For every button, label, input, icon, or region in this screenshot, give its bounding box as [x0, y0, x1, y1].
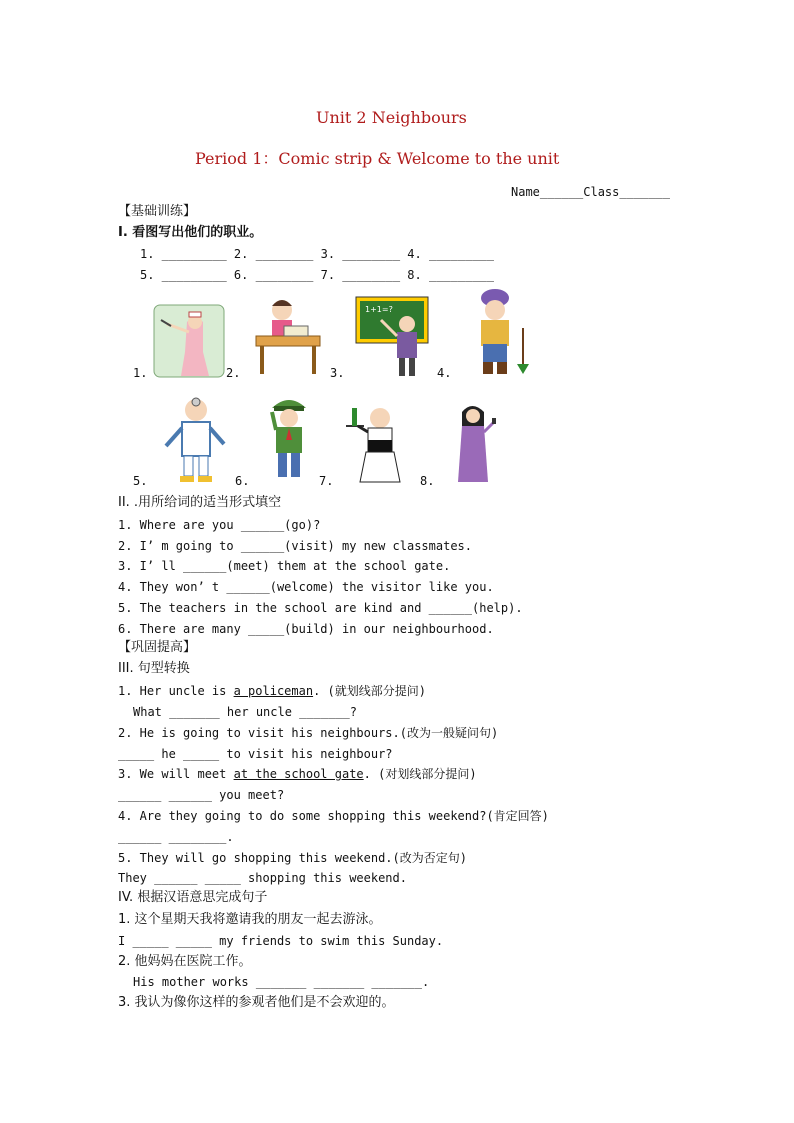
- pic-label-5: 5.: [133, 474, 148, 488]
- s3-q2: 2. He is going to visit his neighbours.(改为一般疑问句): [118, 726, 499, 740]
- s3-a1: What _______ her uncle _______?: [133, 705, 357, 719]
- name-class-line: Name______Class_______: [511, 185, 670, 199]
- pic-label-4: 4.: [437, 366, 452, 380]
- s3-q5: 5. They will go shopping this weekend.(改为否定句): [118, 851, 467, 865]
- s3-a5: They ______ _____ shopping this weekend.: [118, 871, 407, 885]
- s4-a2: His mother works _______ _______ _______.: [133, 975, 430, 989]
- section-improve-heading: 【巩固提高】: [118, 640, 197, 655]
- s2-item-2: 2. I’ m going to ______(visit) my new classmates.: [118, 539, 473, 553]
- s3-q1-underlined: a policeman: [233, 684, 314, 698]
- businesswoman-illustration: [452, 402, 500, 486]
- s3-q3: 3. We will meet at the school gate. (对划线部分提问): [118, 767, 477, 781]
- s2-item-3: 3. I’ ll ______(meet) them at the school gate.: [118, 559, 451, 573]
- s2-item-6: 6. There are many _____(build) in our neighbourhood.: [118, 622, 494, 636]
- section-3-title: III. 句型转换: [118, 661, 190, 676]
- answer-row-2: 5. _________ 6. ________ 7. ________ 8. _________: [140, 268, 495, 282]
- section-2-title: II. .用所给词的适当形式填空: [118, 495, 282, 510]
- policeman-illustration: [264, 394, 314, 484]
- s4-q3: 3. 我认为像你这样的参观者他们是不会欢迎的。: [118, 995, 395, 1010]
- typist-illustration: [252, 296, 324, 378]
- s3-q3-underlined: at the school gate: [233, 767, 364, 781]
- pic-label-7: 7.: [319, 474, 334, 488]
- s2-item-4: 4. They won’ t ______(welcome) the visitor like you.: [118, 580, 494, 594]
- pic-label-3: 3.: [330, 366, 345, 380]
- s3-a2: _____ he _____ to visit his neighbour?: [118, 747, 393, 761]
- s4-q1: 1. 这个星期天我将邀请我的朋友一起去游泳。: [118, 912, 382, 927]
- period-title: Period 1：Comic strip & Welcome to the unit: [195, 149, 560, 168]
- s3-a4: ______ ________.: [118, 830, 234, 844]
- s3-a3: ______ ______ you meet?: [118, 788, 285, 802]
- s4-a1: I _____ _____ my friends to swim this Sunday.: [118, 934, 444, 948]
- section-1-title: I. 看图写出他们的职业。: [118, 225, 263, 240]
- section-4-title: IV. 根据汉语意思完成句子: [118, 890, 268, 905]
- farmer-illustration: [463, 288, 535, 378]
- pic-label-2: 2.: [226, 366, 241, 380]
- pic-label-1: 1.: [133, 366, 148, 380]
- s3-q1: 1. Her uncle is a policeman. (就划线部分提问): [118, 684, 426, 698]
- pic-label-6: 6.: [235, 474, 250, 488]
- s4-q2: 2. 他妈妈在医院工作。: [118, 954, 252, 969]
- s2-item-5: 5. The teachers in the school are kind and ______(help).: [118, 601, 523, 615]
- nurse-illustration: [153, 304, 225, 378]
- s3-q4: 4. Are they going to do some shopping this weekend?(肯定回答): [118, 809, 549, 823]
- teacher-illustration: [355, 296, 429, 378]
- pic-label-8: 8.: [420, 474, 435, 488]
- section-basic-heading: 【基础训练】: [118, 204, 197, 219]
- svg-text:1+1=?: 1+1=?: [365, 305, 393, 314]
- doctor-illustration: [160, 396, 230, 484]
- unit-title: Unit 2 Neighbours: [316, 108, 467, 127]
- s2-item-1: 1. Where are you ______(go)?: [118, 518, 321, 532]
- waiter-illustration: [344, 402, 406, 486]
- answer-row-1: 1. _________ 2. ________ 3. ________ 4. _________: [140, 247, 495, 261]
